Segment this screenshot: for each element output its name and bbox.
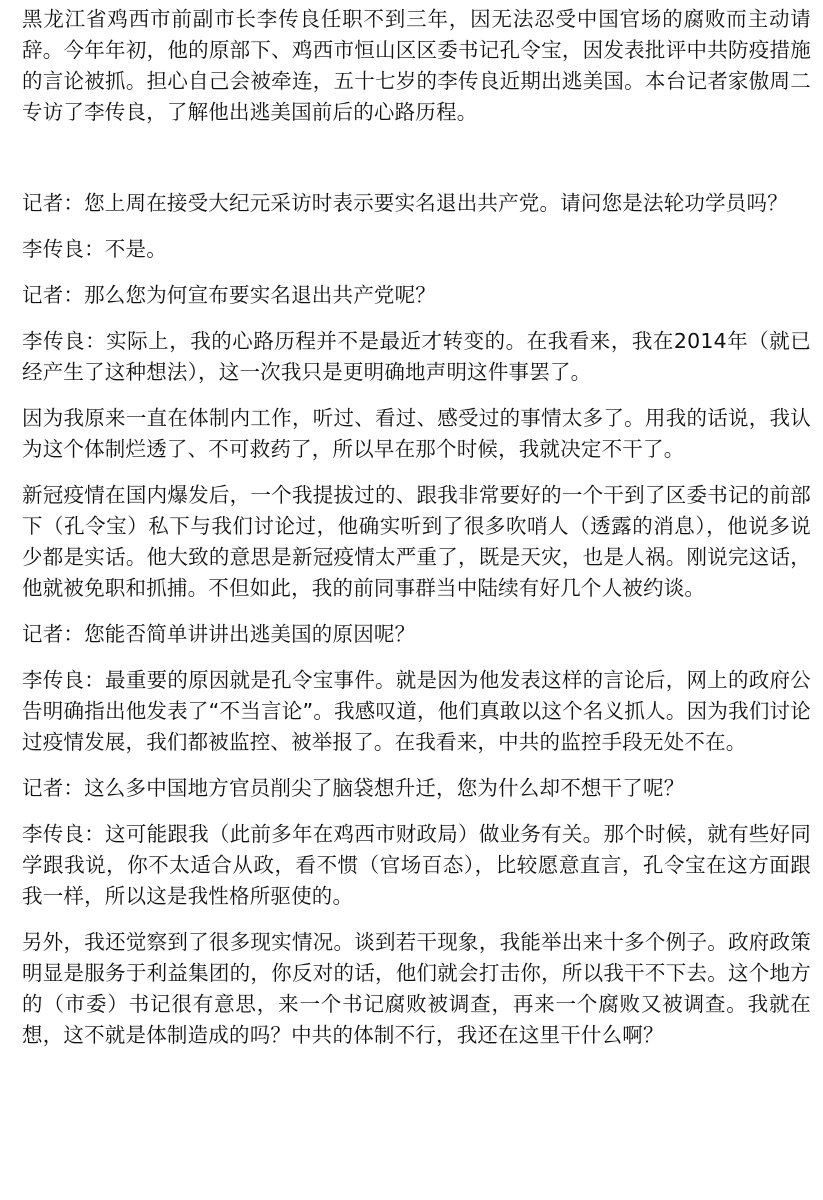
interviewee-answer-2: 李传良：实际上，我的心路历程并不是最近才转变的。在我看来，我在2014年（就已经产生了这种想法），这一次我只是更明确地声明这件事罢了。 [22,329,811,384]
interviewee-answer-4-continued: 另外，我还觉察到了很多现实情况。谈到若干现象，我能举出来十多个例子。政府政策明显是服务于利益集团的，你反对的话，他们就会打击你，所以我干不下去。这个地方的（市委）书记很有意思，来一个书记腐败被调查，再来一个腐败又被调查。我就在想，这不就是体制造成的吗？中共的体制不行，我还在这里干什么啊？ [22,930,811,1047]
interviewee-answer-2-continued: 因为我原来一直在体制内工作，听过、看过、感受过的事情太多了。用我的话说，我认为这个体制烂透了、不可救药了，所以早在那个时候，我就决定不干了。 [22,406,811,461]
interviewee-answer-2-covid: 新冠疫情在国内爆发后，一个我提拔过的、跟我非常要好的一个干到了区委书记的前部下（孔令宝）私下与我们讨论过，他确实听到了很多吹哨人（透露的消息），他说多说少都是实话。他大致的意思是新冠疫情太严重了，既是天灾，也是人祸。刚说完这话，他就被免职和抓捕。不但如此，我的前同事群当中陆续有好几个人被约谈。 [22,483,811,600]
reporter-question-2: 记者：那么您为何宣布要实名退出共产党呢？ [22,283,436,307]
intro-paragraph: 黑龙江省鸡西市前副市长李传良任职不到三年，因无法忍受中国官场的腐败而主动请辞。今年年初，他的原部下、鸡西市恒山区区委书记孔令宝，因发表批评中共防疫措施的言论被抓。担心自己会被牵连，五十七岁的李传良近期出逃美国。本台记者家傲周二专访了李传良，了解他出逃美国前后的心路历程。 [22,7,811,124]
interviewee-answer-1: 李传良：不是。 [22,237,167,261]
reporter-question-3: 记者：您能否简单讲讲出逃美国的原因呢？ [22,622,416,646]
reporter-question-1: 记者：您上周在接受大纪元采访时表示要实名退出共产党。请问您是法轮功学员吗？ [22,191,788,215]
interviewee-answer-3: 李传良：最重要的原因就是孔令宝事件。就是因为他发表这样的言论后，网上的政府公告明确指出他发表了“不当言论”。我感叹道，他们真敢以这个名义抓人。因为我们讨论过疫情发展，我们都被监控、被举报了。在我看来，中共的监控手段无处不在。 [22,668,811,754]
reporter-question-4: 记者：这么多中国地方官员削尖了脑袋想升迁，您为什么却不想干了呢？ [22,776,685,800]
interviewee-answer-4: 李传良：这可能跟我（此前多年在鸡西市财政局）做业务有关。那个时候，就有些好同学跟我说，你不太适合从政，看不惯（官场百态），比较愿意直言，孔令宝在这方面跟我一样，所以这是我性格所驱使的。 [22,822,811,908]
